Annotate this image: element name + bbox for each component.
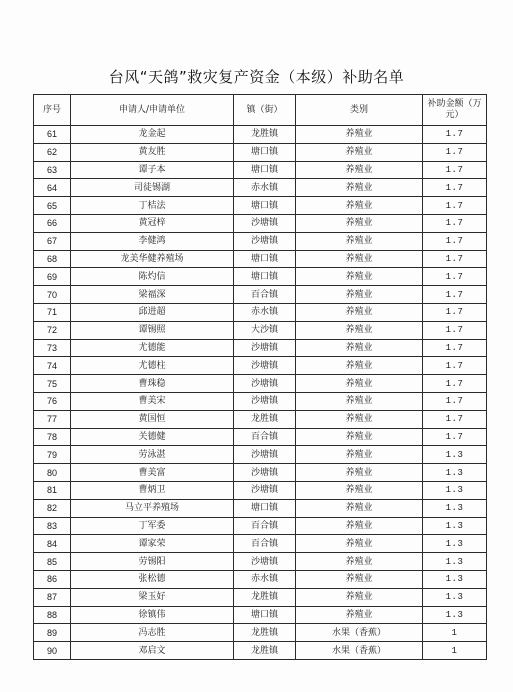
cell-town: 龙胜镇	[234, 126, 296, 144]
cell-amount: 1.7	[423, 339, 487, 357]
cell-name: 谭子本	[71, 161, 234, 179]
cell-no: 85	[34, 553, 71, 571]
cell-name: 曹美宋	[71, 392, 234, 410]
cell-no: 65	[34, 197, 71, 215]
cell-amount: 1.7	[423, 286, 487, 304]
table-row	[34, 321, 487, 339]
cell-town: 龙胜镇	[234, 642, 296, 660]
cell-category: 养殖业	[296, 357, 423, 375]
cell-amount: 1.7	[423, 268, 487, 286]
cell-amount: 1.7	[423, 232, 487, 250]
table-row	[34, 286, 487, 304]
cell-no: 61	[34, 126, 71, 144]
cell-amount: 1.3	[423, 481, 487, 499]
cell-amount: 1.7	[423, 161, 487, 179]
cell-name: 谭锡照	[71, 321, 234, 339]
header-category: 类别	[296, 95, 423, 126]
cell-amount: 1.3	[423, 588, 487, 606]
cell-town: 沙塘镇	[234, 446, 296, 464]
cell-name: 曹珠稳	[71, 375, 234, 393]
cell-no: 62	[34, 143, 71, 161]
cell-category: 养殖业	[296, 232, 423, 250]
table-row	[34, 232, 487, 250]
cell-town: 赤水镇	[234, 303, 296, 321]
table-body	[34, 126, 487, 660]
cell-category: 养殖业	[296, 286, 423, 304]
header-no: 序号	[34, 95, 71, 126]
cell-category: 养殖业	[296, 606, 423, 624]
cell-no: 72	[34, 321, 71, 339]
cell-name: 黄冠梓	[71, 214, 234, 232]
cell-no: 77	[34, 410, 71, 428]
cell-town: 塘口镇	[234, 499, 296, 517]
cell-town: 百合镇	[234, 286, 296, 304]
cell-town: 沙塘镇	[234, 392, 296, 410]
cell-no: 81	[34, 481, 71, 499]
table-row	[34, 339, 487, 357]
cell-category: 水果（香蕉）	[296, 624, 423, 642]
cell-amount: 1.7	[423, 179, 487, 197]
table-row	[34, 250, 487, 268]
cell-name: 梁福深	[71, 286, 234, 304]
header-town: 镇（街）	[234, 95, 296, 126]
cell-amount: 1.7	[423, 375, 487, 393]
table-row	[34, 357, 487, 375]
cell-amount: 1.3	[423, 499, 487, 517]
cell-no: 79	[34, 446, 71, 464]
cell-category: 养殖业	[296, 250, 423, 268]
cell-name: 张松德	[71, 570, 234, 588]
cell-town: 塘口镇	[234, 161, 296, 179]
table-row	[34, 126, 487, 144]
table-row	[34, 143, 487, 161]
cell-category: 养殖业	[296, 517, 423, 535]
cell-amount: 1.3	[423, 570, 487, 588]
cell-town: 沙塘镇	[234, 339, 296, 357]
cell-town: 龙胜镇	[234, 624, 296, 642]
cell-name: 徐镇伟	[71, 606, 234, 624]
cell-no: 83	[34, 517, 71, 535]
cell-category: 养殖业	[296, 339, 423, 357]
cell-no: 84	[34, 535, 71, 553]
cell-category: 养殖业	[296, 446, 423, 464]
cell-name: 尤德柱	[71, 357, 234, 375]
cell-town: 沙塘镇	[234, 464, 296, 482]
cell-town: 大沙镇	[234, 321, 296, 339]
cell-name: 冯志胜	[71, 624, 234, 642]
cell-category: 养殖业	[296, 392, 423, 410]
header-amount: 补助金额（万元）	[423, 95, 487, 126]
cell-amount: 1.3	[423, 446, 487, 464]
cell-category: 养殖业	[296, 588, 423, 606]
cell-category: 养殖业	[296, 214, 423, 232]
cell-no: 90	[34, 642, 71, 660]
table-row	[34, 517, 487, 535]
table-row	[34, 588, 487, 606]
cell-amount: 1.3	[423, 464, 487, 482]
cell-town: 百合镇	[234, 517, 296, 535]
cell-name: 李健鸿	[71, 232, 234, 250]
cell-amount: 1.7	[423, 197, 487, 215]
cell-town: 百合镇	[234, 428, 296, 446]
cell-name: 陈灼信	[71, 268, 234, 286]
cell-name: 司徒锡湖	[71, 179, 234, 197]
cell-name: 邓启文	[71, 642, 234, 660]
table-row	[34, 481, 487, 499]
cell-town: 沙塘镇	[234, 214, 296, 232]
cell-category: 养殖业	[296, 464, 423, 482]
table-row	[34, 179, 487, 197]
table-row	[34, 268, 487, 286]
table-row	[34, 392, 487, 410]
cell-town: 沙塘镇	[234, 232, 296, 250]
cell-category: 养殖业	[296, 410, 423, 428]
cell-town: 塘口镇	[234, 268, 296, 286]
cell-name: 谭家荣	[71, 535, 234, 553]
cell-no: 88	[34, 606, 71, 624]
cell-name: 邱进超	[71, 303, 234, 321]
cell-no: 75	[34, 375, 71, 393]
cell-no: 76	[34, 392, 71, 410]
cell-no: 82	[34, 499, 71, 517]
cell-name: 曹美富	[71, 464, 234, 482]
cell-no: 63	[34, 161, 71, 179]
cell-no: 78	[34, 428, 71, 446]
cell-amount: 1.3	[423, 553, 487, 571]
cell-amount: 1.7	[423, 428, 487, 446]
cell-category: 养殖业	[296, 375, 423, 393]
cell-category: 养殖业	[296, 303, 423, 321]
cell-no: 70	[34, 286, 71, 304]
cell-amount: 1.7	[423, 410, 487, 428]
cell-amount: 1	[423, 642, 487, 660]
cell-name: 尤德能	[71, 339, 234, 357]
cell-no: 67	[34, 232, 71, 250]
document-title: 台风“天鸽”救灾复产资金（本级）补助名单	[108, 68, 405, 86]
cell-town: 沙塘镇	[234, 481, 296, 499]
table-row	[34, 570, 487, 588]
cell-category: 养殖业	[296, 268, 423, 286]
cell-name: 劳锡阳	[71, 553, 234, 571]
table-row	[34, 499, 487, 517]
cell-amount: 1.7	[423, 357, 487, 375]
table-row	[34, 197, 487, 215]
cell-town: 塘口镇	[234, 197, 296, 215]
cell-amount: 1.3	[423, 517, 487, 535]
table-row	[34, 535, 487, 553]
cell-amount: 1.7	[423, 303, 487, 321]
cell-amount: 1.7	[423, 392, 487, 410]
cell-category: 养殖业	[296, 499, 423, 517]
cell-town: 塘口镇	[234, 250, 296, 268]
cell-no: 80	[34, 464, 71, 482]
cell-category: 养殖业	[296, 126, 423, 144]
cell-name: 马立平养殖场	[71, 499, 234, 517]
cell-amount: 1.3	[423, 606, 487, 624]
cell-name: 曹炳卫	[71, 481, 234, 499]
table-row	[34, 446, 487, 464]
cell-town: 沙塘镇	[234, 357, 296, 375]
cell-town: 百合镇	[234, 535, 296, 553]
table-row	[34, 464, 487, 482]
cell-no: 64	[34, 179, 71, 197]
cell-amount: 1.7	[423, 143, 487, 161]
table-row	[34, 428, 487, 446]
cell-name: 龙美华健养殖场	[71, 250, 234, 268]
cell-no: 86	[34, 570, 71, 588]
table-row	[34, 214, 487, 232]
cell-name: 梁玉好	[71, 588, 234, 606]
table-row	[34, 606, 487, 624]
cell-name: 劳泳湛	[71, 446, 234, 464]
cell-no: 68	[34, 250, 71, 268]
cell-amount: 1.7	[423, 321, 487, 339]
cell-category: 养殖业	[296, 428, 423, 446]
cell-category: 养殖业	[296, 570, 423, 588]
cell-name: 龙金起	[71, 126, 234, 144]
cell-category: 养殖业	[296, 553, 423, 571]
cell-category: 养殖业	[296, 143, 423, 161]
cell-town: 赤水镇	[234, 179, 296, 197]
cell-category: 养殖业	[296, 535, 423, 553]
cell-amount: 1.7	[423, 250, 487, 268]
cell-name: 丁桔法	[71, 197, 234, 215]
cell-no: 73	[34, 339, 71, 357]
cell-no: 66	[34, 214, 71, 232]
table-row	[34, 410, 487, 428]
cell-no: 74	[34, 357, 71, 375]
cell-category: 养殖业	[296, 161, 423, 179]
cell-name: 黄友胜	[71, 143, 234, 161]
cell-name: 黄国恒	[71, 410, 234, 428]
cell-no: 89	[34, 624, 71, 642]
cell-name: 关德健	[71, 428, 234, 446]
cell-no: 87	[34, 588, 71, 606]
table-row	[34, 553, 487, 571]
cell-category: 养殖业	[296, 321, 423, 339]
cell-town: 赤水镇	[234, 570, 296, 588]
table-row	[34, 161, 487, 179]
cell-town: 塘口镇	[234, 143, 296, 161]
table-row	[34, 642, 487, 660]
cell-category: 养殖业	[296, 179, 423, 197]
table-row	[34, 303, 487, 321]
cell-name: 丁军委	[71, 517, 234, 535]
table-row	[34, 624, 487, 642]
cell-category: 养殖业	[296, 197, 423, 215]
cell-no: 69	[34, 268, 71, 286]
cell-amount: 1.7	[423, 126, 487, 144]
cell-town: 沙塘镇	[234, 375, 296, 393]
table-header-row	[34, 95, 487, 126]
table-row	[34, 375, 487, 393]
cell-amount: 1.3	[423, 535, 487, 553]
cell-category: 水果（香蕉）	[296, 642, 423, 660]
cell-town: 沙塘镇	[234, 553, 296, 571]
cell-amount: 1.7	[423, 214, 487, 232]
cell-no: 71	[34, 303, 71, 321]
cell-town: 龙胜镇	[234, 410, 296, 428]
header-name: 申请人/申请单位	[71, 95, 234, 126]
cell-category: 养殖业	[296, 481, 423, 499]
cell-amount: 1	[423, 624, 487, 642]
subsidy-table	[33, 94, 487, 660]
cell-town: 塘口镇	[234, 606, 296, 624]
cell-town: 龙胜镇	[234, 588, 296, 606]
